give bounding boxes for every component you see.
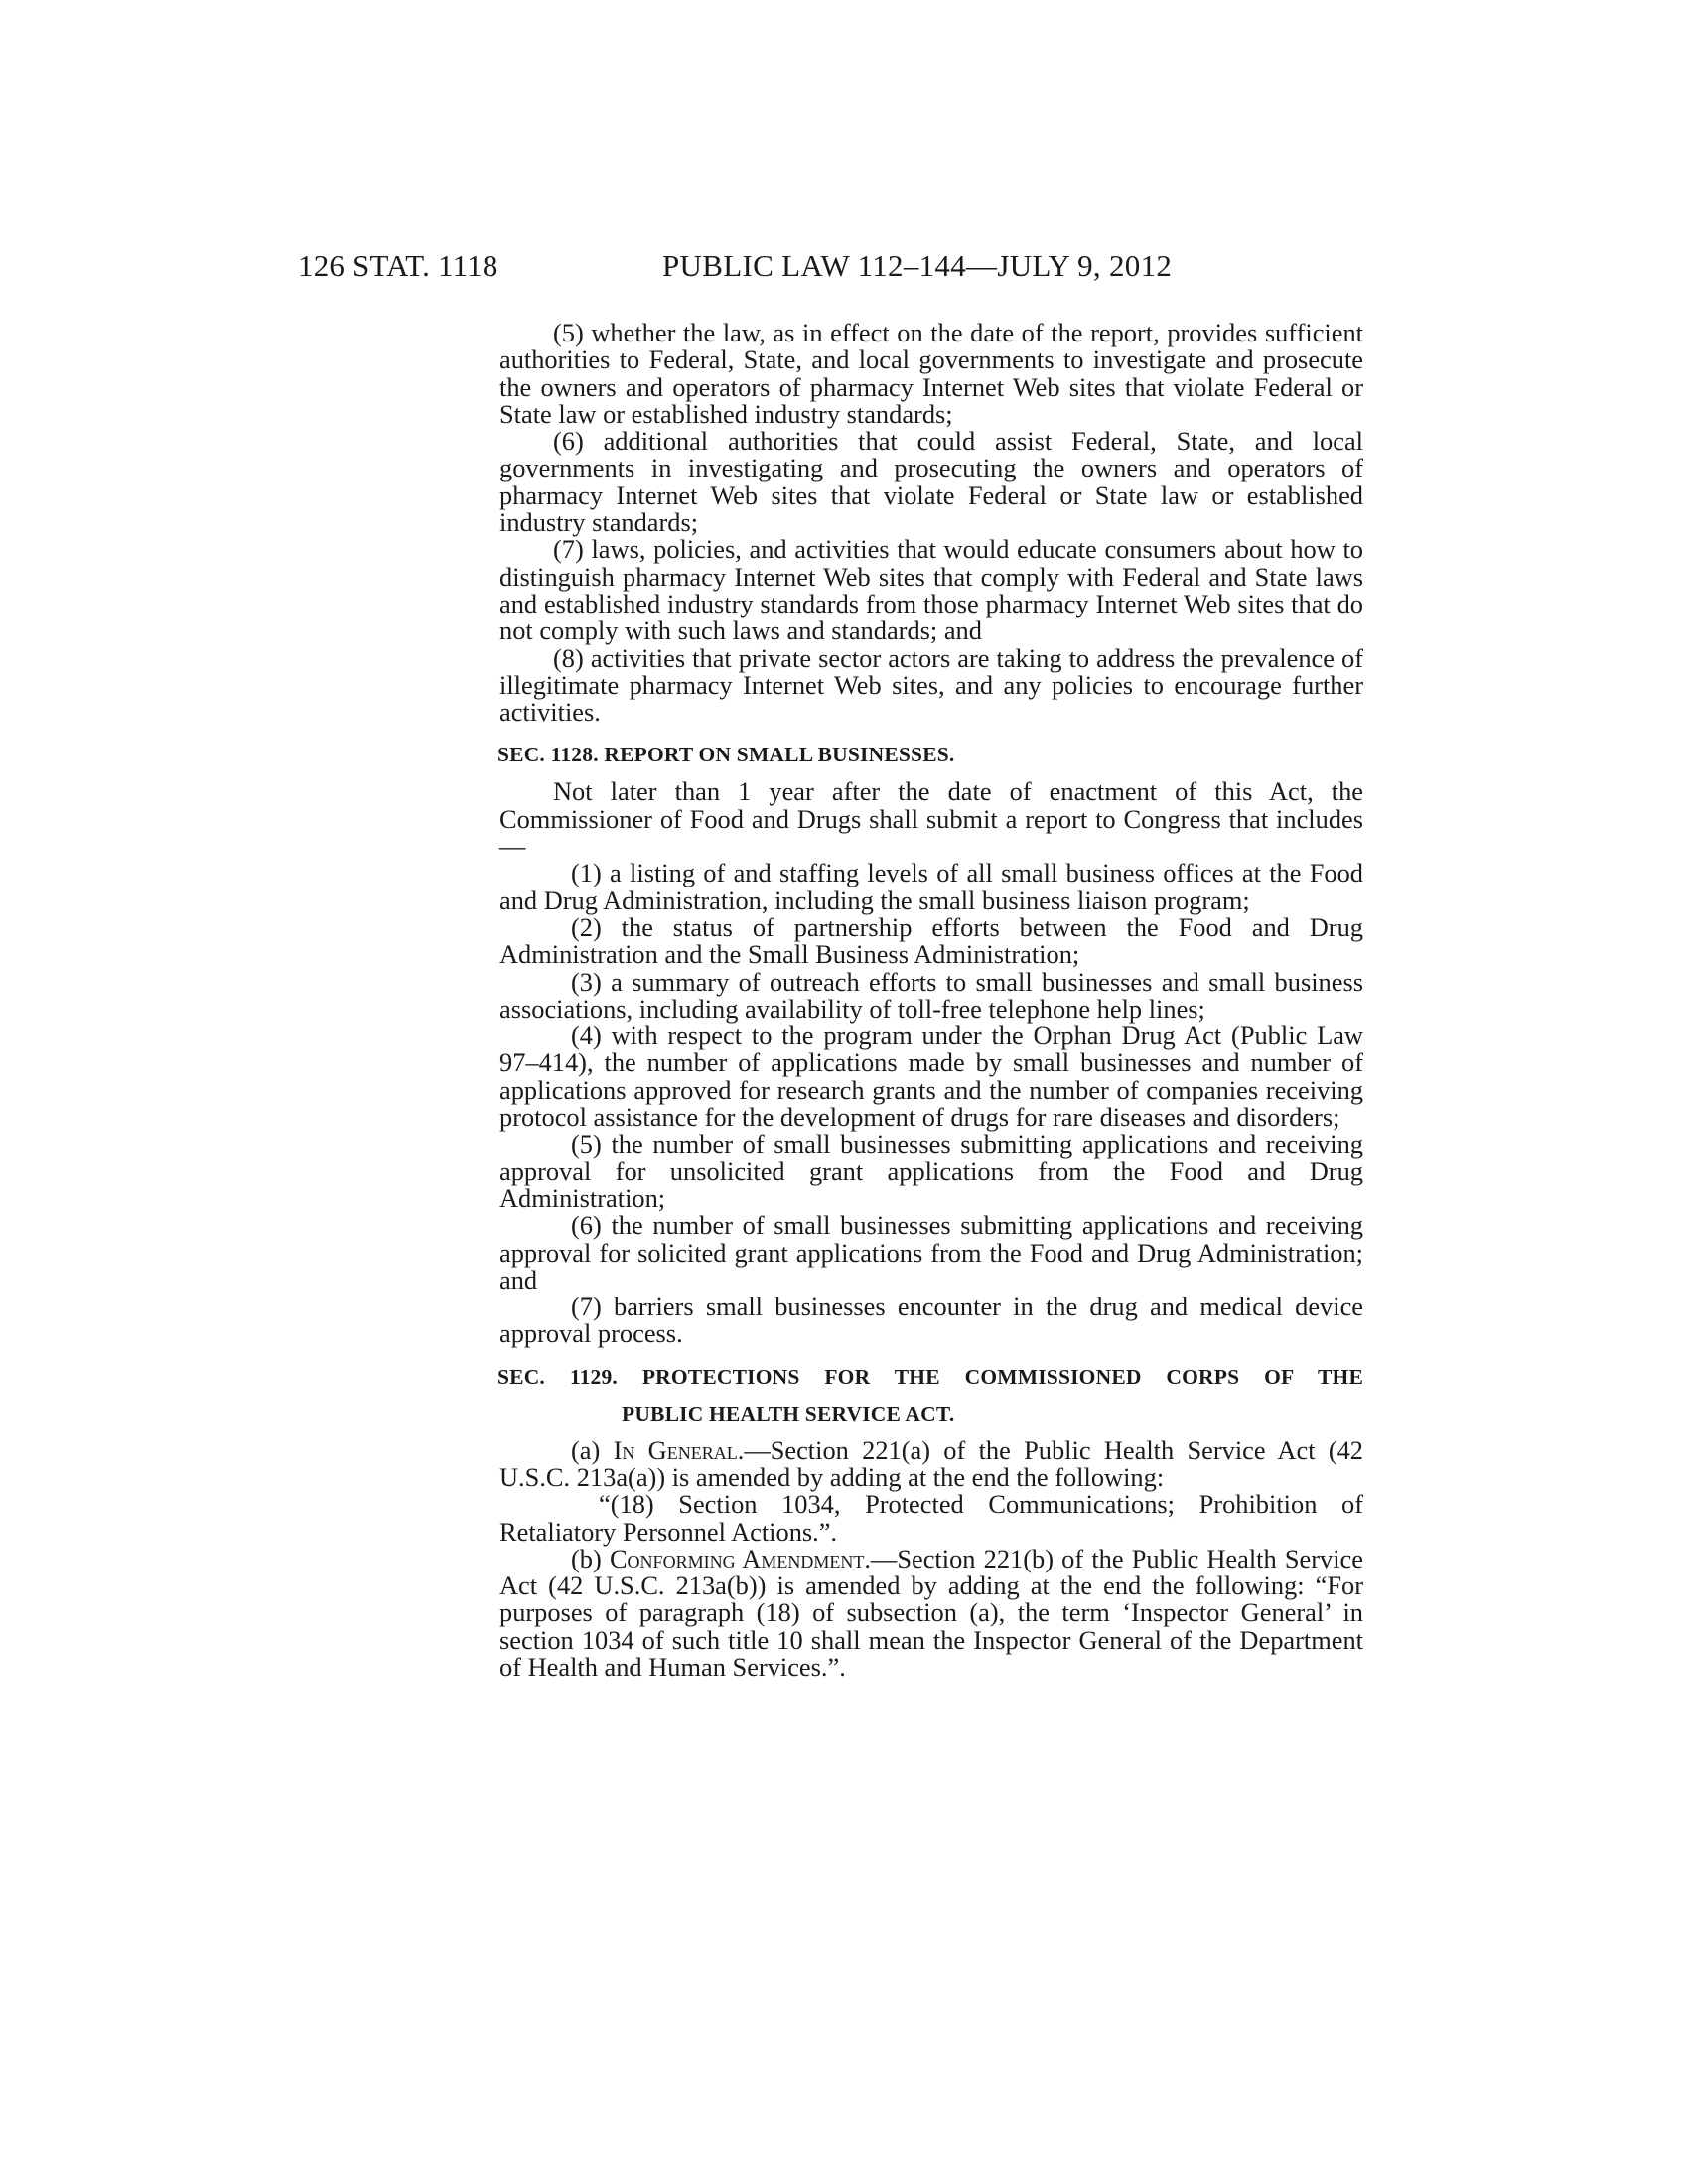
subsection-a-label: (a) <box>571 1434 601 1465</box>
sec1128-item-7: (7) barriers small businesses encounter in the drug and medical device approval process. <box>499 1292 1363 1349</box>
sec1127-item-5: (5) whether the law, as in effect on the date of the report, provides sufficient authorities to Federal, State, and local governments to investigate and prosecute the owners and operators of pharmacy Internet Web sites that violate Federal or State law or established industry standards; <box>499 318 1363 429</box>
statute-page-number: 126 STAT. 1118 <box>298 248 498 283</box>
sec1128-item-3: (3) a summary of outreach efforts to small businesses and small business associations, including availability of toll-free telephone help lines; <box>499 966 1363 1024</box>
sec1129-heading: SEC. 1129. PROTECTIONS FOR THE COMMISSIONED CORPS OF THE <box>497 1364 1363 1389</box>
sec1128-item-5: (5) the number of small businesses submitting applications and receiving approval for unsolicited grant applications from the Food and Drug Administration; <box>499 1129 1363 1213</box>
subsection-b-caption: Conforming Amendment <box>609 1543 865 1573</box>
sec1128-item-6: (6) the number of small businesses submitting applications and receiving approval for solicited grant applications from the Food and Drug Administration; and <box>499 1210 1363 1295</box>
sec1128-item-4: (4) with respect to the program under the Orphan Drug Act (Public Law 97–414), the number of applications made by small businesses and number of applications approved for research grants and the number of companies receiving protocol assistance for the development of drugs for rare diseases and disorders; <box>499 1021 1363 1133</box>
subsection-b-text: .—Section 221(b) of the Public Health Service Act (42 U.S.C. 213a(b)) is amended by adding at the end the following: “For purposes of paragraph (18) of subsection (a), the term ‘Inspector General’ in section 1034 of such title 10 shall mean the Inspector General of the Department of Health and Human Services.”. <box>499 1543 1363 1683</box>
sec1129-subsection-a <box>499 1434 1363 1492</box>
body-text <box>499 320 1363 1681</box>
subsection-a-text: .—Section 221(a) of the Public Health Service Act (42 U.S.C. 213a(a)) is amended by adding at the end the following: <box>499 1434 1363 1492</box>
sec1128-heading: SEC. 1128. REPORT ON SMALL BUSINESSES. <box>497 743 955 767</box>
subsection-a-caption: In General <box>613 1434 738 1465</box>
subsection-b-label: (b) <box>571 1543 602 1573</box>
sec1128-item-2: (2) the status of partnership efforts between the Food and Drug Administration and the Small Business Administration; <box>499 911 1363 970</box>
sec1127-item-7: (7) laws, policies, and activities that would educate consumers about how to distinguish pharmacy Internet Web sites that comply with Federal and State laws and established industry standards from those pharmacy Internet Web sites that do not comply with such laws and standards; and <box>499 534 1363 646</box>
sec1127-item-8: (8) activities that private sector actors are taking to address the prevalence of illegitimate pharmacy Internet Web sites, and any policies to encourage further activities. <box>499 642 1363 728</box>
sec1128-intro: Not later than 1 year after the date of enactment of this Act, the Commissioner of Food and Drugs shall submit a report to Congress that includes— <box>499 776 1363 862</box>
sec1129-quoted-paragraph: “(18) Section 1034, Protected Communications; Prohibition of Retaliatory Personnel Actions.”. <box>499 1489 1363 1547</box>
sec1127-item-6: (6) additional authorities that could assist Federal, State, and local governments in investigating and prosecuting the owners and operators of pharmacy Internet Web sites that violate Federal or State law or established industry standards; <box>499 426 1363 538</box>
sec1129-heading-continued: PUBLIC HEALTH SERVICE ACT. <box>622 1401 955 1426</box>
running-head-title: PUBLIC LAW 112–144—JULY 9, 2012 <box>662 248 1173 283</box>
sec1129-subsection-b <box>499 1543 1363 1683</box>
sec1128-item-1: (1) a listing of and staffing levels of all small business offices at the Food and Drug Administration, including the small business liaison program; <box>499 858 1363 915</box>
